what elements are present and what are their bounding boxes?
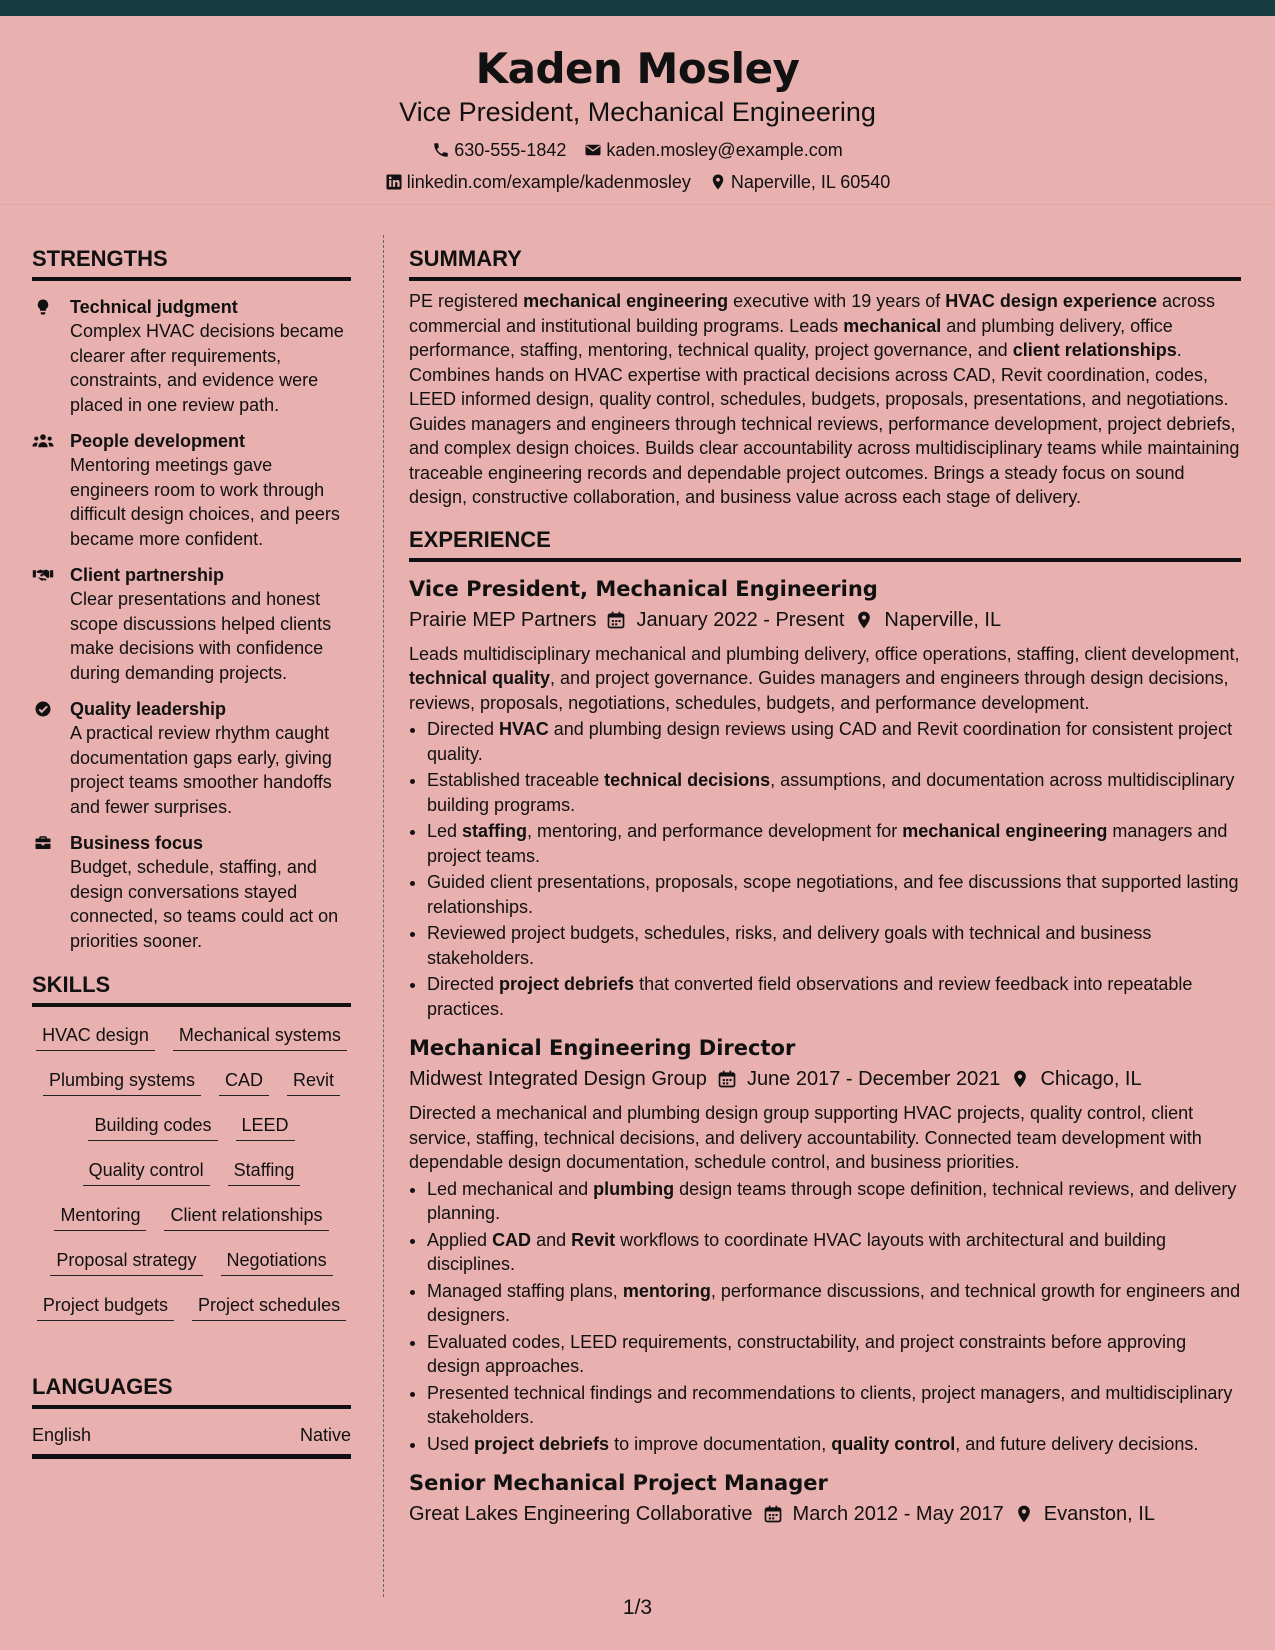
- briefcase-icon: [32, 831, 56, 953]
- resume-body: [0, 205, 1275, 1605]
- linkedin-icon: [385, 173, 403, 191]
- location-text: Naperville, IL 60540: [730, 171, 891, 192]
- top-accent-bar: [0, 0, 1275, 16]
- bold-keyword: technical quality: [409, 668, 551, 688]
- language-level: Native: [299, 1425, 351, 1445]
- map-pin-icon: [1014, 1504, 1034, 1524]
- text-run: , and future delivery decisions.: [955, 1433, 1199, 1454]
- job-dates: January 2022 - Present: [636, 608, 845, 631]
- skill-tag: Project schedules: [192, 1293, 346, 1321]
- text-run: PE registered: [409, 291, 524, 311]
- bold-keyword: client relationships: [1012, 340, 1177, 360]
- job-description: [409, 1101, 1241, 1175]
- lightbulb-icon: [32, 295, 56, 417]
- calendar-icon-wrap: [717, 1069, 737, 1089]
- handshake-icon: [32, 563, 56, 685]
- text-run: , performance discussions, and technical growth for engineers and designers.: [427, 1280, 1241, 1325]
- left-column: [32, 245, 351, 1459]
- strength-title: People development: [70, 431, 246, 451]
- bold-keyword: mechanical engineering: [523, 291, 729, 311]
- job-title: Mechanical Engineering Director: [409, 1036, 796, 1060]
- bold-keyword: HVAC: [499, 719, 549, 739]
- skills-row: [32, 1023, 351, 1068]
- skill-tag: LEED: [236, 1113, 295, 1141]
- skills-row: [32, 1113, 351, 1158]
- map-pin-icon: [854, 610, 874, 630]
- job-entry: [409, 1035, 1241, 1456]
- strength-description: Complex HVAC decisions became clearer after requirements, constraints, and evidence were placed in one review path.: [70, 321, 344, 415]
- text-run: to improve documentation,: [609, 1433, 832, 1454]
- text-run: across commercial and institutional building programs. Leads: [409, 291, 1216, 336]
- skill-tag: Revit: [287, 1068, 340, 1096]
- job-description: [409, 642, 1241, 716]
- calendar-icon-wrap: [606, 610, 626, 630]
- strength-body: [70, 429, 351, 551]
- languages-heading: LANGUAGES: [32, 1373, 351, 1409]
- bold-keyword: plumbing: [593, 1178, 675, 1199]
- job-bullet: [427, 717, 1241, 766]
- strength-description: A practical review rhythm caught documentation gaps early, giving project teams smoother handoffs and fewer surprises.: [70, 723, 332, 817]
- strength-description: Clear presentations and honest scope discussions helped clients make decisions with confidence during demanding projects.: [70, 589, 332, 683]
- job-bullet: [427, 819, 1241, 868]
- bold-keyword: mechanical: [843, 315, 942, 336]
- text-run: managers and project teams.: [427, 821, 1228, 866]
- bold-keyword: quality control: [831, 1433, 956, 1454]
- job-company: Prairie MEP Partners: [409, 608, 597, 631]
- text-run: workflows to coordinate HVAC layouts with architectural and building disciplines.: [427, 1229, 1167, 1274]
- text-run: Used: [427, 1433, 475, 1454]
- column-divider: [383, 235, 384, 1597]
- envelope-icon: [584, 141, 602, 159]
- calendar-icon-wrap: [763, 1504, 783, 1524]
- phone-icon: [432, 141, 450, 159]
- linkedin-contact[interactable]: [385, 171, 691, 193]
- email-text: kaden.mosley@example.com: [606, 139, 843, 160]
- languages-list: [32, 1409, 351, 1459]
- text-run: , and project governance. Guides managers and engineers through design decisions, reviews, proposals, negotiations, schedules, budgets, and performance development.: [409, 668, 1229, 713]
- strength-item: [32, 831, 351, 953]
- job-bullets: [409, 717, 1241, 1021]
- job-meta: [409, 1500, 1241, 1528]
- strength-item: [32, 295, 351, 417]
- bold-keyword: staffing: [462, 821, 528, 841]
- skill-tag: Client relationships: [164, 1203, 328, 1231]
- experience-heading: EXPERIENCE: [409, 526, 1241, 562]
- bold-keyword: project debriefs: [499, 974, 635, 994]
- skill-tag: Quality control: [83, 1158, 210, 1186]
- phone-text: 630-555-1842: [454, 139, 567, 160]
- strength-item: [32, 563, 351, 685]
- job-bullet: [427, 1177, 1241, 1226]
- text-run: Directed a mechanical and plumbing design group supporting HVAC projects, quality control, client service, staffing, technical decisions, and delivery accountability. Connected team development with dependable design documentation, schedule control, and business priorities.: [409, 1103, 1202, 1172]
- text-run: Presented technical findings and recommendations to clients, project managers, and multidisciplinary stakeholders.: [427, 1382, 1233, 1427]
- job-location: Naperville, IL: [884, 608, 1002, 631]
- summary-text: [409, 289, 1241, 510]
- skill-tag: HVAC design: [36, 1023, 155, 1051]
- job-meta: [409, 1065, 1241, 1093]
- bold-keyword: Revit: [571, 1229, 616, 1250]
- text-run: that converted field observations and review feedback into repeatable practices.: [427, 974, 1193, 1019]
- job-entry: [409, 576, 1241, 1022]
- text-run: Established traceable: [427, 770, 605, 790]
- strength-title: Quality leadership: [70, 699, 227, 719]
- languages-section: [32, 1373, 351, 1459]
- skills-row: [32, 1068, 351, 1113]
- bold-keyword: CAD: [492, 1229, 532, 1250]
- contact-row-1: [0, 139, 1275, 161]
- email-contact[interactable]: [584, 139, 842, 161]
- text-run: Evaluated codes, LEED requirements, constructability, and project constraints before approving design approaches.: [427, 1331, 1187, 1376]
- map-pin-icon-wrap: [1010, 1069, 1030, 1089]
- text-run: and plumbing design reviews using CAD and Revit coordination for consistent project quality.: [427, 719, 1233, 764]
- text-run: and plumbing delivery, office performance, staffing, mentoring, technical quality, project governance, and: [409, 315, 1173, 360]
- bold-keyword: mechanical engineering: [902, 821, 1108, 841]
- text-run: , mentoring, and performance development for: [527, 821, 903, 841]
- strength-title: Client partnership: [70, 565, 225, 585]
- skill-tag: Negotiations: [221, 1248, 333, 1276]
- skills-row: [32, 1248, 351, 1293]
- job-bullet: [427, 921, 1241, 970]
- text-run: Leads multidisciplinary mechanical and plumbing delivery, office operations, staffing, client development,: [409, 643, 1240, 664]
- job-bullet: [427, 1330, 1241, 1379]
- text-run: Guided client presentations, proposals, scope negotiations, and fee discussions that supported lasting relationships.: [427, 872, 1239, 917]
- skills-row: [32, 1203, 351, 1248]
- contact-row-2: [0, 171, 1275, 193]
- job-entry: [409, 1470, 1241, 1528]
- job-title: Senior Mechanical Project Manager: [409, 1471, 828, 1495]
- location-contact: [709, 171, 890, 193]
- text-run: executive with 19 years of: [728, 291, 946, 311]
- language-item: [32, 1409, 351, 1459]
- job-dates: March 2012 - May 2017: [792, 1503, 1004, 1525]
- bold-keyword: project debriefs: [474, 1433, 610, 1454]
- language-name: English: [32, 1425, 92, 1445]
- job-bullets: [409, 1177, 1241, 1457]
- job-bullet: [427, 768, 1241, 817]
- text-run: , assumptions, and documentation across multidisciplinary building programs.: [427, 770, 1235, 815]
- job-bullet: [427, 1381, 1241, 1430]
- job-location: Evanston, IL: [1043, 1503, 1155, 1525]
- skill-tag: Project budgets: [37, 1293, 174, 1321]
- strength-title: Technical judgment: [70, 297, 238, 317]
- job-company: Midwest Integrated Design Group: [409, 1068, 707, 1090]
- job-meta: [409, 606, 1241, 634]
- text-run: Reviewed project budgets, schedules, risks, and delivery goals with technical and business stakeholders.: [427, 923, 1152, 968]
- page-number: 1/3: [622, 1596, 653, 1619]
- job-dates: June 2017 - December 2021: [746, 1068, 1001, 1090]
- map-pin-icon-wrap: [1014, 1504, 1034, 1524]
- users-icon: [32, 429, 56, 551]
- strength-item: [32, 697, 351, 819]
- bold-keyword: technical decisions: [604, 770, 771, 790]
- resume-header: [0, 16, 1275, 205]
- skill-tag: Staffing: [228, 1158, 301, 1186]
- strength-item: [32, 429, 351, 551]
- calendar-icon: [763, 1504, 783, 1524]
- job-company: Great Lakes Engineering Collaborative: [409, 1503, 753, 1525]
- summary-heading: SUMMARY: [409, 245, 1241, 281]
- strength-body: [70, 563, 351, 685]
- skills-row: [32, 1158, 351, 1203]
- job-bullet: [427, 1432, 1241, 1457]
- strength-description: Mentoring meetings gave engineers room to work through difficult design choices, and peers became more confident.: [70, 455, 340, 549]
- bold-keyword: HVAC design experience: [945, 291, 1157, 311]
- text-run: design teams through scope definition, technical reviews, and delivery planning.: [427, 1178, 1237, 1223]
- right-column: [409, 245, 1241, 1528]
- skills-list: [32, 1023, 351, 1338]
- skills-row: [32, 1293, 351, 1338]
- skills-heading: SKILLS: [32, 971, 351, 1007]
- text-run: Applied: [427, 1229, 493, 1250]
- experience-list: [409, 576, 1241, 1529]
- strengths-list: [32, 295, 351, 953]
- phone-contact[interactable]: [432, 139, 566, 161]
- job-bullet: [427, 972, 1241, 1021]
- linkedin-text: linkedin.com/example/kadenmosley: [406, 171, 691, 192]
- text-run: Led: [427, 821, 463, 841]
- job-bullet: [427, 1228, 1241, 1277]
- strength-body: [70, 697, 351, 819]
- strengths-heading: STRENGTHS: [32, 245, 351, 281]
- map-pin-icon-wrap: [854, 610, 874, 630]
- job-bullet: [427, 1279, 1241, 1328]
- job-bullet: [427, 870, 1241, 919]
- check-circle-icon: [32, 697, 56, 819]
- bold-keyword: mentoring: [622, 1280, 711, 1301]
- strength-body: [70, 831, 351, 953]
- calendar-icon: [717, 1069, 737, 1089]
- text-run: Directed: [427, 974, 500, 994]
- skill-tag: Mechanical systems: [173, 1023, 347, 1051]
- candidate-name: Kaden Mosley: [475, 44, 800, 93]
- skill-tag: Plumbing systems: [43, 1068, 201, 1096]
- strength-body: [70, 295, 351, 417]
- text-run: Directed: [427, 719, 500, 739]
- skill-tag: Mentoring: [54, 1203, 146, 1231]
- text-run: . Combines hands on HVAC expertise with practical decisions across CAD, Revit coordination, codes, LEED informed design, quality control, schedules, budgets, proposals, presentations, and negotiations. Guides managers and engineers through technical reviews, performance development, project debriefs, and complex design choices. Builds clear accountability across multidisciplinary teams while maintaining traceable engineering records and dependable project outcomes. Brings a steady focus on sound design, constructive collaboration, and business value across each stage of delivery.: [409, 340, 1240, 507]
- strength-description: Budget, schedule, staffing, and design conversations stayed connected, so teams could act on priorities sooner.: [70, 857, 339, 951]
- candidate-title: Vice President, Mechanical Engineering: [399, 97, 876, 128]
- skill-tag: Proposal strategy: [50, 1248, 202, 1276]
- strength-title: Business focus: [70, 833, 204, 853]
- skill-tag: CAD: [219, 1068, 269, 1096]
- skill-tag: Building codes: [88, 1113, 217, 1141]
- job-location: Chicago, IL: [1040, 1068, 1142, 1090]
- job-title: Vice President, Mechanical Engineering: [409, 576, 878, 601]
- text-run: Managed staffing plans,: [427, 1280, 623, 1301]
- map-pin-icon: [709, 173, 727, 191]
- map-pin-icon: [1010, 1069, 1030, 1089]
- text-run: Led mechanical and: [427, 1178, 594, 1199]
- text-run: and: [531, 1229, 572, 1250]
- calendar-icon: [606, 610, 626, 630]
